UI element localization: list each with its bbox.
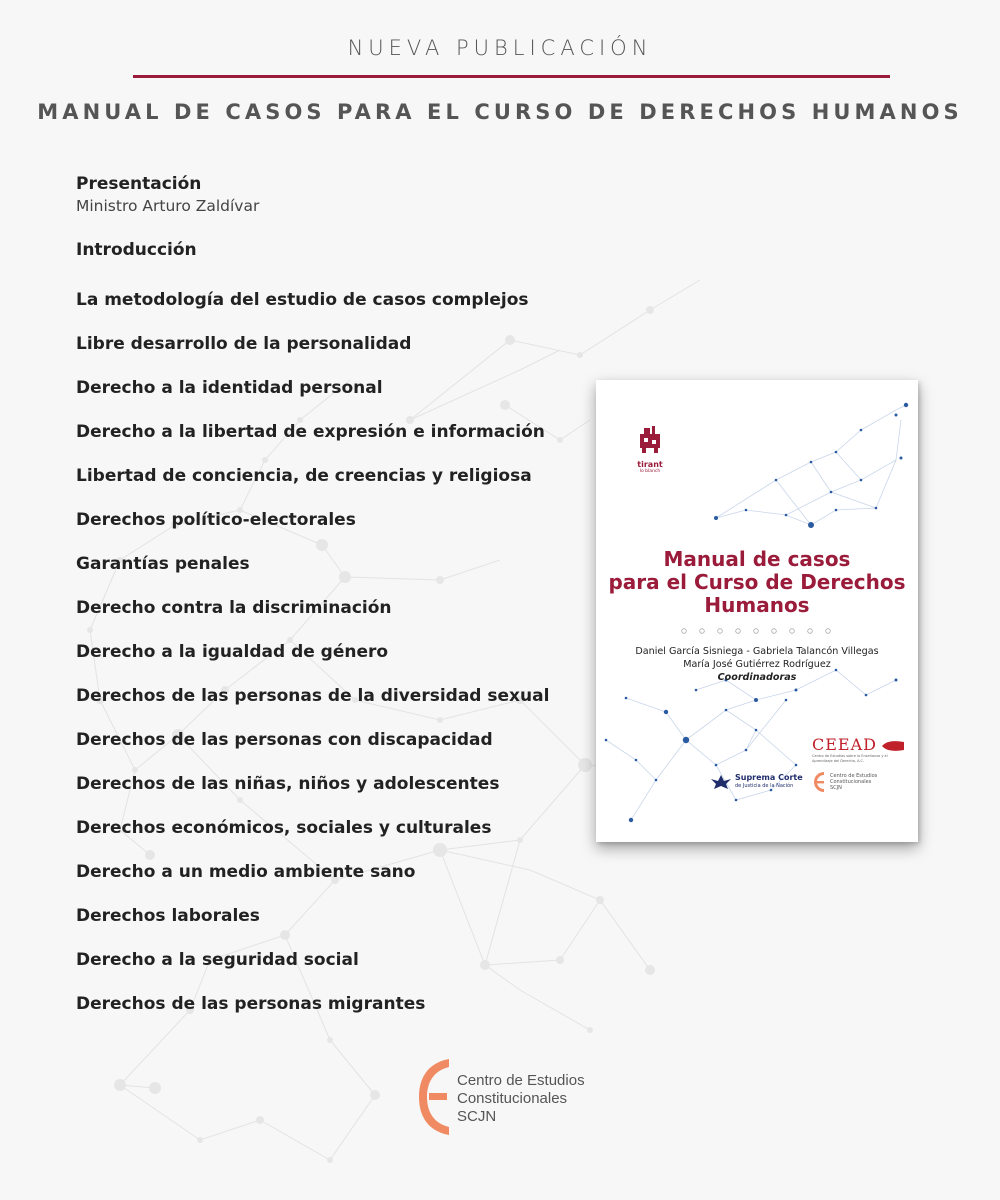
- book-title-line: Humanos: [704, 593, 810, 617]
- publisher-name: tirant: [637, 460, 663, 469]
- toc-chapter: La metodología del estudio de casos complejos: [76, 290, 529, 310]
- toc-chapter: Derechos de las personas con discapacidad: [76, 730, 493, 750]
- publisher-subname: lo blanch: [639, 469, 661, 474]
- toc-chapter: Derecho a la igualdad de género: [76, 642, 389, 662]
- footer-line: Centro de Estudios: [457, 1072, 585, 1089]
- ceead-logo: [812, 735, 904, 763]
- editors-line: Daniel García Sisniega - Gabriela Talancón Villegas: [635, 646, 879, 657]
- scjn-name: Suprema Corte: [735, 773, 803, 782]
- cec-small-line: SCJN: [830, 785, 842, 791]
- toc-chapter: Derecho contra la discriminación: [76, 598, 392, 618]
- eagle-emblem-icon: [710, 773, 732, 791]
- toc-presentation-author: Ministro Arturo Zaldívar: [76, 197, 260, 215]
- header-eyebrow: NUEVA PUBLICACIÓN: [347, 36, 653, 60]
- decorative-dots: [678, 626, 838, 636]
- toc-chapter: Derechos laborales: [76, 906, 260, 926]
- toc-chapter: Derecho a la identidad personal: [76, 378, 383, 398]
- toc-chapter: Derechos político-electorales: [76, 510, 356, 530]
- toc-chapter: Libertad de conciencia, de creencias y religiosa: [76, 466, 532, 486]
- toc-chapter: Derecho a un medio ambiente sano: [76, 862, 416, 882]
- header-divider: [133, 75, 890, 78]
- toc-chapter: Derecho a la seguridad social: [76, 950, 359, 970]
- scjn-logo: [710, 773, 803, 791]
- cec-small-line: Constitucionales: [830, 779, 872, 785]
- book-cover: [596, 380, 918, 842]
- cec-small-logo: [812, 770, 877, 794]
- book-title-line: Manual de casos: [663, 547, 851, 571]
- toc-introduction: Introducción: [76, 240, 197, 260]
- toc-chapter: Derechos de las niñas, niños y adolescentes: [76, 774, 500, 794]
- toc-chapter: Libre desarrollo de la personalidad: [76, 334, 412, 354]
- publisher-logo: [632, 424, 668, 475]
- book-editors: [596, 645, 918, 684]
- toc-chapter: Derecho a la libertad de expresión e información: [76, 422, 545, 442]
- toc-chapter: Derechos económicos, sociales y culturales: [76, 818, 492, 838]
- footer-logo: [417, 1055, 617, 1140]
- toc-chapter: Derechos de las personas de la diversidad sexual: [76, 686, 550, 706]
- toc-presentation: Presentación: [76, 174, 202, 194]
- toc-chapter: Garantías penales: [76, 554, 250, 574]
- footer-line: SCJN: [457, 1108, 497, 1125]
- cec-emblem-icon: [417, 1055, 451, 1139]
- toc-chapter-list: [76, 288, 549, 1036]
- ceead-subtitle: Centro de Estudios sobre la Enseñanza y el Aprendizaje del Derecho, A.C.: [812, 754, 888, 763]
- toc-chapter: Derechos de las personas migrantes: [76, 994, 426, 1014]
- ceead-name: CEEAD: [812, 735, 877, 754]
- editors-role: Coordinadoras: [717, 672, 797, 683]
- cec-emblem-icon: [812, 770, 826, 794]
- book-title: [596, 548, 918, 617]
- ceead-swoosh-icon: [882, 739, 904, 753]
- table-of-contents: [76, 172, 596, 1014]
- cec-small-line: Centro de Estudios: [830, 773, 878, 779]
- knight-emblem-icon: [636, 424, 664, 454]
- page-title: MANUAL DE CASOS PARA EL CURSO DE DERECHOS HUMANOS: [37, 100, 963, 124]
- footer-line: Constitucionales: [457, 1090, 568, 1107]
- scjn-subname: de Justicia de la Nación: [735, 783, 794, 789]
- editors-line: María José Gutiérrez Rodríguez: [683, 659, 831, 670]
- book-title-line: para el Curso de Derechos: [608, 570, 906, 594]
